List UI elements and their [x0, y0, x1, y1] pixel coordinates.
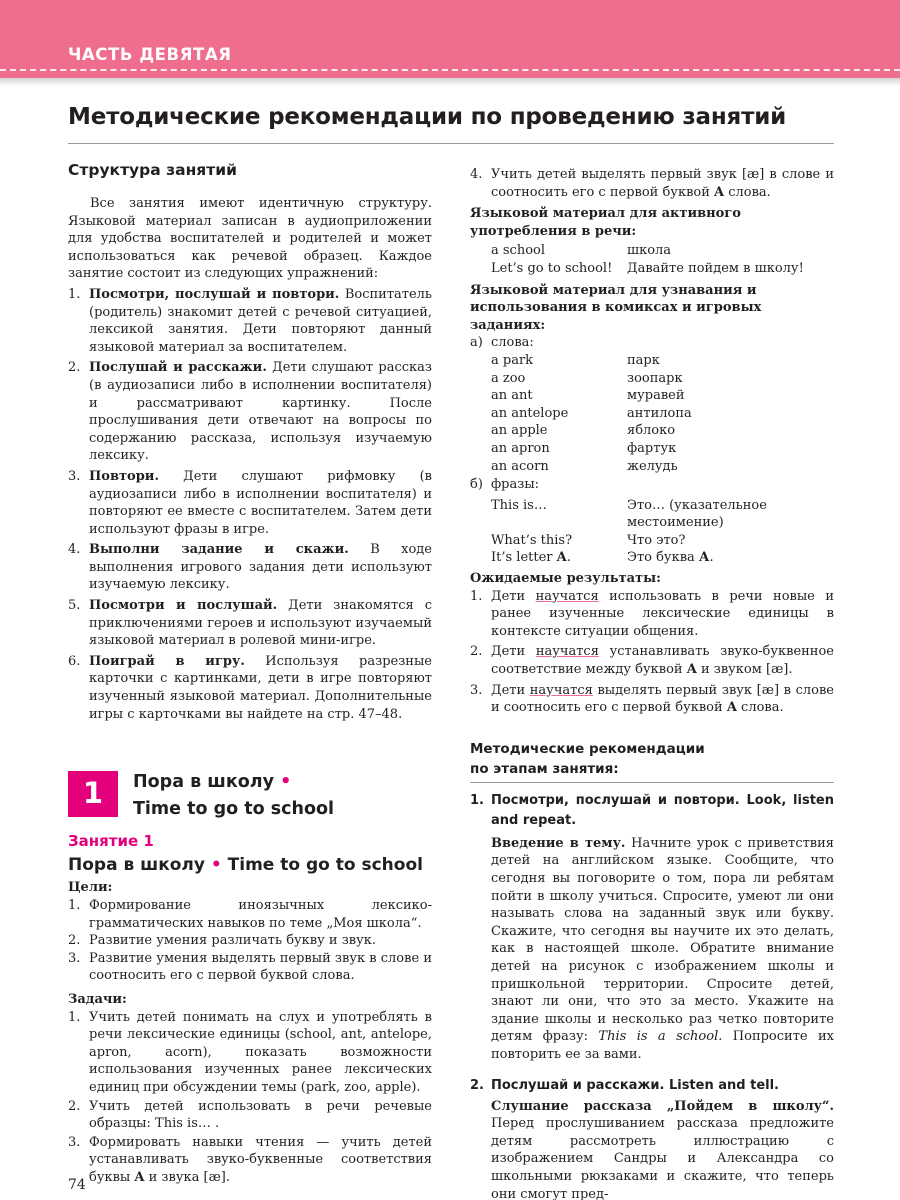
task-item: 3. Формировать навыки чтения — учить детей устанавливать звуко-буквенные соответствия буквы A и звука [æ]. — [68, 1134, 432, 1185]
words-label: а) слова: — [470, 335, 534, 351]
structure-item: 4. Выполни задание и скажи. В ходе выполнения игрового задания дети используют изучаемую лексику. — [68, 542, 432, 593]
part-title: ЧАСТЬ ДЕВЯТАЯ — [68, 45, 232, 64]
header-band — [0, 0, 900, 78]
header-stitch — [0, 69, 900, 71]
result-item: 1. Дети научатся использовать в речи новые и ранее изученные лексические единицы в контексте ситуации общения. — [470, 588, 834, 639]
unit-header — [68, 769, 432, 823]
step-item: 2. Послушай и расскажи. Listen and tell. Слушание рассказа „Пойдем в школу“. Перед прослушиванием рассказа предложите детям рассмотреть иллюстрацию с изображением Сандры и Александра со школьными рюкзаками и скажите, что теперь они смогут пред- — [470, 1076, 834, 1200]
task-item: 4. Учить детей выделять первый звук [æ] в слове и соотносить его с первой буквой A слова. — [470, 167, 834, 200]
vocab-row: a school школа — [491, 243, 672, 259]
right-column — [470, 160, 834, 1200]
phrase-row: This is… Это… (указательное местоимение) — [491, 497, 767, 531]
goals-heading: Цели: — [68, 880, 113, 896]
step-text: Слушание рассказа „Пойдем в школу“. Перед прослушиванием рассказа предложите детям рассмотреть иллюстрацию с изображением Сандры и Александра со школьными рюкзаками и скажите, что теперь они смогут пред- — [491, 1098, 834, 1200]
active-vocabulary-heading: Языковой материал для активного употребления в речи: — [470, 206, 741, 239]
step-item: 1. Посмотри, послушай и повтори. Look, listen and repeat. Введение в тему. Начните урок с приветствия детей на английском языке. Сообщите, что сегодня вы поговорите о том, пора ли ребятам пойти в школу учиться. Спросите, умеют ли они называть слова на заданный звук или букву. Скажите, что сегодня вы научите их это делать, как в настоящей школе. Обратите внимание детей на рисунок с изображением школы и пришкольной территории. Спросите детей, знают ли они, что это за место. Укажите на здание школы и несколько раз четко повторите детям фразу: This is a school. Попросите их повторить ее за вами. — [470, 792, 835, 1062]
vocab-row: a park парк — [491, 352, 660, 368]
lesson-title: Пора в школу • Time to go to school — [68, 854, 423, 875]
title-divider — [68, 143, 834, 144]
passive-vocabulary-heading: Языковой материал для узнавания и использования в комиксах и игровых заданиях: — [470, 282, 762, 333]
phrases-table — [470, 497, 834, 567]
vocab-row: an apple яблоко — [491, 423, 676, 439]
result-item: 2. Дети научатся устанавливать звуко-буквенное соответствие между буквой A и звуком [æ]. — [470, 644, 834, 678]
unit-number-badge: 1 — [68, 771, 118, 817]
results-list — [470, 588, 834, 717]
results-heading: Ожидаемые результаты: — [470, 571, 661, 587]
vocab-row: an ant муравей — [491, 388, 685, 404]
structure-item: 2. Послушай и расскажи. Дети слушают рассказ (в аудиозаписи либо в исполнении воспитателя) и рассматривают картинку. После прослушивания дети отвечают на вопросы по содержанию рассказа, используя изучаемую лексику. — [68, 360, 432, 464]
structure-item: 5. Посмотри и послушай. Дети знакомятся с приключениями героев и используют изучаемый языковой материал в ролевой мини-игре. — [68, 598, 432, 649]
unit-title: Пора в школу • Time to go to school — [133, 772, 335, 820]
phrases-label: б) фразы: — [470, 477, 540, 493]
steps-list — [470, 791, 834, 1200]
result-item: 3. Дети научатся выделять первый звук [æ] в слове и соотносить его с первой буквой A слова. — [470, 682, 834, 716]
tasks-list-continued — [470, 166, 834, 201]
vocab-row: an apron фартук — [491, 440, 677, 456]
goal-item: 2. Развитие умения различать букву и звук. — [68, 933, 377, 949]
vocab-row: a zoo зоопарк — [491, 370, 683, 386]
page-number: 74 — [68, 1177, 86, 1193]
structure-item: 1. Посмотри, послушай и повтори. Воспитатель (родитель) знакомит детей с речевой ситуацией, лексикой занятия. Дети повторяют данный языковой материал за воспитателем. — [68, 286, 432, 355]
goal-item: 1. Формирование иноязычных лексико-грамматических навыков по теме „Моя школа“. — [68, 898, 432, 931]
vocab-row: Let’s go to school! Давайте пойдем в школу! — [491, 260, 804, 276]
vocab-row: an antelope антилопа — [491, 405, 692, 421]
header-shadow — [0, 78, 900, 86]
step-text: Введение в тему. Начните урок с приветствия детей на английском языке. Сообщите, что сегодня вы поговорите о том, пора ли ребятам пойти в школу учиться. Спросите, умеют ли они называть слова на заданный звук или букву. Скажите, что сегодня вы научите их это делать, как в настоящей школе. Обратите внимание детей на рисунок с изображением школы и пришкольной территории. Спросите детей, знают ли они, что это за место. Укажите на здание школы и несколько раз четко повторите детям фразу: This is a school. Попросите их повторить ее за вами. — [491, 835, 835, 1062]
tasks-list — [68, 1009, 432, 1187]
lesson-label: Занятие 1 — [68, 832, 154, 851]
phrase-row: What’s this? Что это? — [491, 532, 686, 548]
tasks-heading: Задачи: — [68, 991, 127, 1007]
bullet-dot: • — [280, 772, 292, 793]
goals-list — [68, 897, 432, 985]
page-title: Методические рекомендации по проведению занятий — [68, 104, 787, 130]
structure-item: 3. Повтори. Дети слушают рифмовку (в аудиозаписи либо в исполнении воспитателя) и повторяют ее вместе с воспитателем. Затем дети используют фразы в игре. — [68, 468, 432, 537]
goal-item: 3. Развитие умения выделять первый звук в слове и соотносить его с первой буквой слова. — [68, 950, 432, 984]
task-item: 1. Учить детей понимать на слух и употреблять в речи лексические единицы (school, ant, antelope, apron, acorn), показать возможности использования изученных ранее лексических единиц при обсуждении темы (park, zoo, apple). — [68, 1009, 432, 1095]
phrase-row: It’s letter A. Это буква А. — [491, 550, 714, 566]
structure-intro: Все занятия имеют идентичную структуру. Языковой материал записан в аудиоприложении для удобства воспитателей и родителей и может использоваться как речевой образец. Каждое занятие состоит из следующих упражнений: — [68, 196, 432, 282]
task-item: 2. Учить детей использовать в речи речевые образцы: This is… . — [68, 1098, 432, 1132]
method-divider — [470, 782, 834, 783]
structure-item: 6. Поиграй в игру. Используя разрезные карточки с картинками, дети в игре повторяют изученный языковой материал. Дополнительные игры с карточками вы найдете на стр. 47–48. — [68, 653, 432, 722]
structure-list — [68, 286, 432, 723]
vocab-row: an acorn желудь — [491, 458, 678, 474]
left-column — [68, 160, 432, 1187]
step-title: Посмотри, послушай и повтори. Look, listen and repeat. — [491, 792, 834, 828]
step-title: Послушай и расскажи. Listen and tell. — [491, 1077, 779, 1093]
method-heading: Методические рекомендации по этапам занятия: — [470, 740, 705, 777]
structure-heading: Структура занятий — [68, 161, 237, 179]
words-table — [470, 352, 834, 475]
bullet-dot: • — [210, 854, 222, 875]
active-vocabulary-table — [470, 242, 834, 277]
